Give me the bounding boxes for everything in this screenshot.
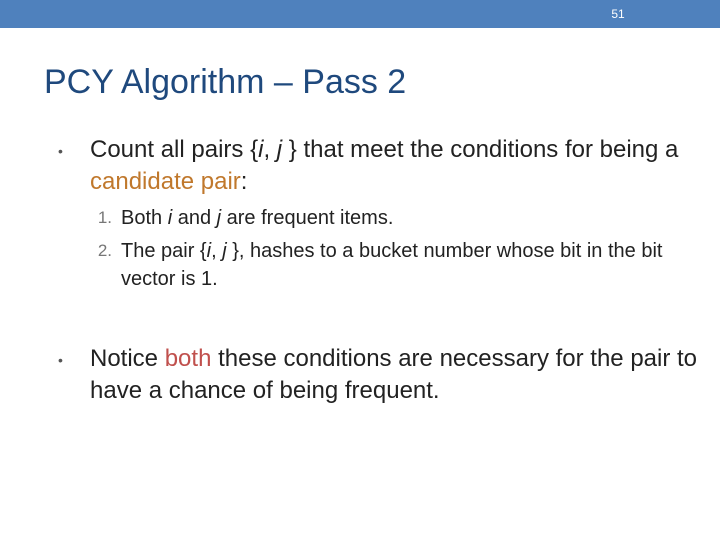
b1-candidate-pair-highlight: candidate pair [90,168,241,195]
b2-text-before: Notice [90,345,165,372]
sub2-var-i: i [206,240,212,262]
b1-text-before: Count all pairs { [90,136,259,163]
bullet-marker-1: • [58,143,63,159]
sub-item-number-2: 2. [97,241,112,260]
b1-text-after: : [240,168,248,195]
b2-text-after: these conditions are necessary for the pair to have a chance of being frequent. [90,345,698,404]
sub2-text-before: The pair { [121,240,207,262]
sub2-comma: , [211,240,223,262]
b1-var-j: j [276,136,283,163]
sub-item-text-1 [121,204,681,232]
bullet-text-2 [90,343,700,407]
sub1-var-i: i [167,207,173,229]
bullet-text-1 [90,134,700,198]
header-bar [0,0,720,28]
sub1-text-after: are frequent items. [221,207,394,229]
sub-item-number-1: 1. [97,208,112,227]
bullet-marker-2: • [58,352,63,368]
slide-number: 51 [611,7,625,21]
b1-var-i: i [258,136,264,163]
sub1-text-before: Both [121,207,168,229]
sub-item-text-2 [121,237,681,293]
sub1-var-j: j [216,207,222,229]
b1-text-mid: } that meet the conditions for being a [282,136,679,163]
b1-comma: , [263,136,277,163]
sub2-var-j: j [222,240,227,262]
b2-both-highlight: both [164,345,212,372]
sub1-text-mid: and [172,207,217,229]
slide-title: PCY Algorithm – Pass 2 [44,63,407,101]
sub2-text-after: }, hashes to a bucket number whose bit in the bit vector is 1. [121,240,663,290]
